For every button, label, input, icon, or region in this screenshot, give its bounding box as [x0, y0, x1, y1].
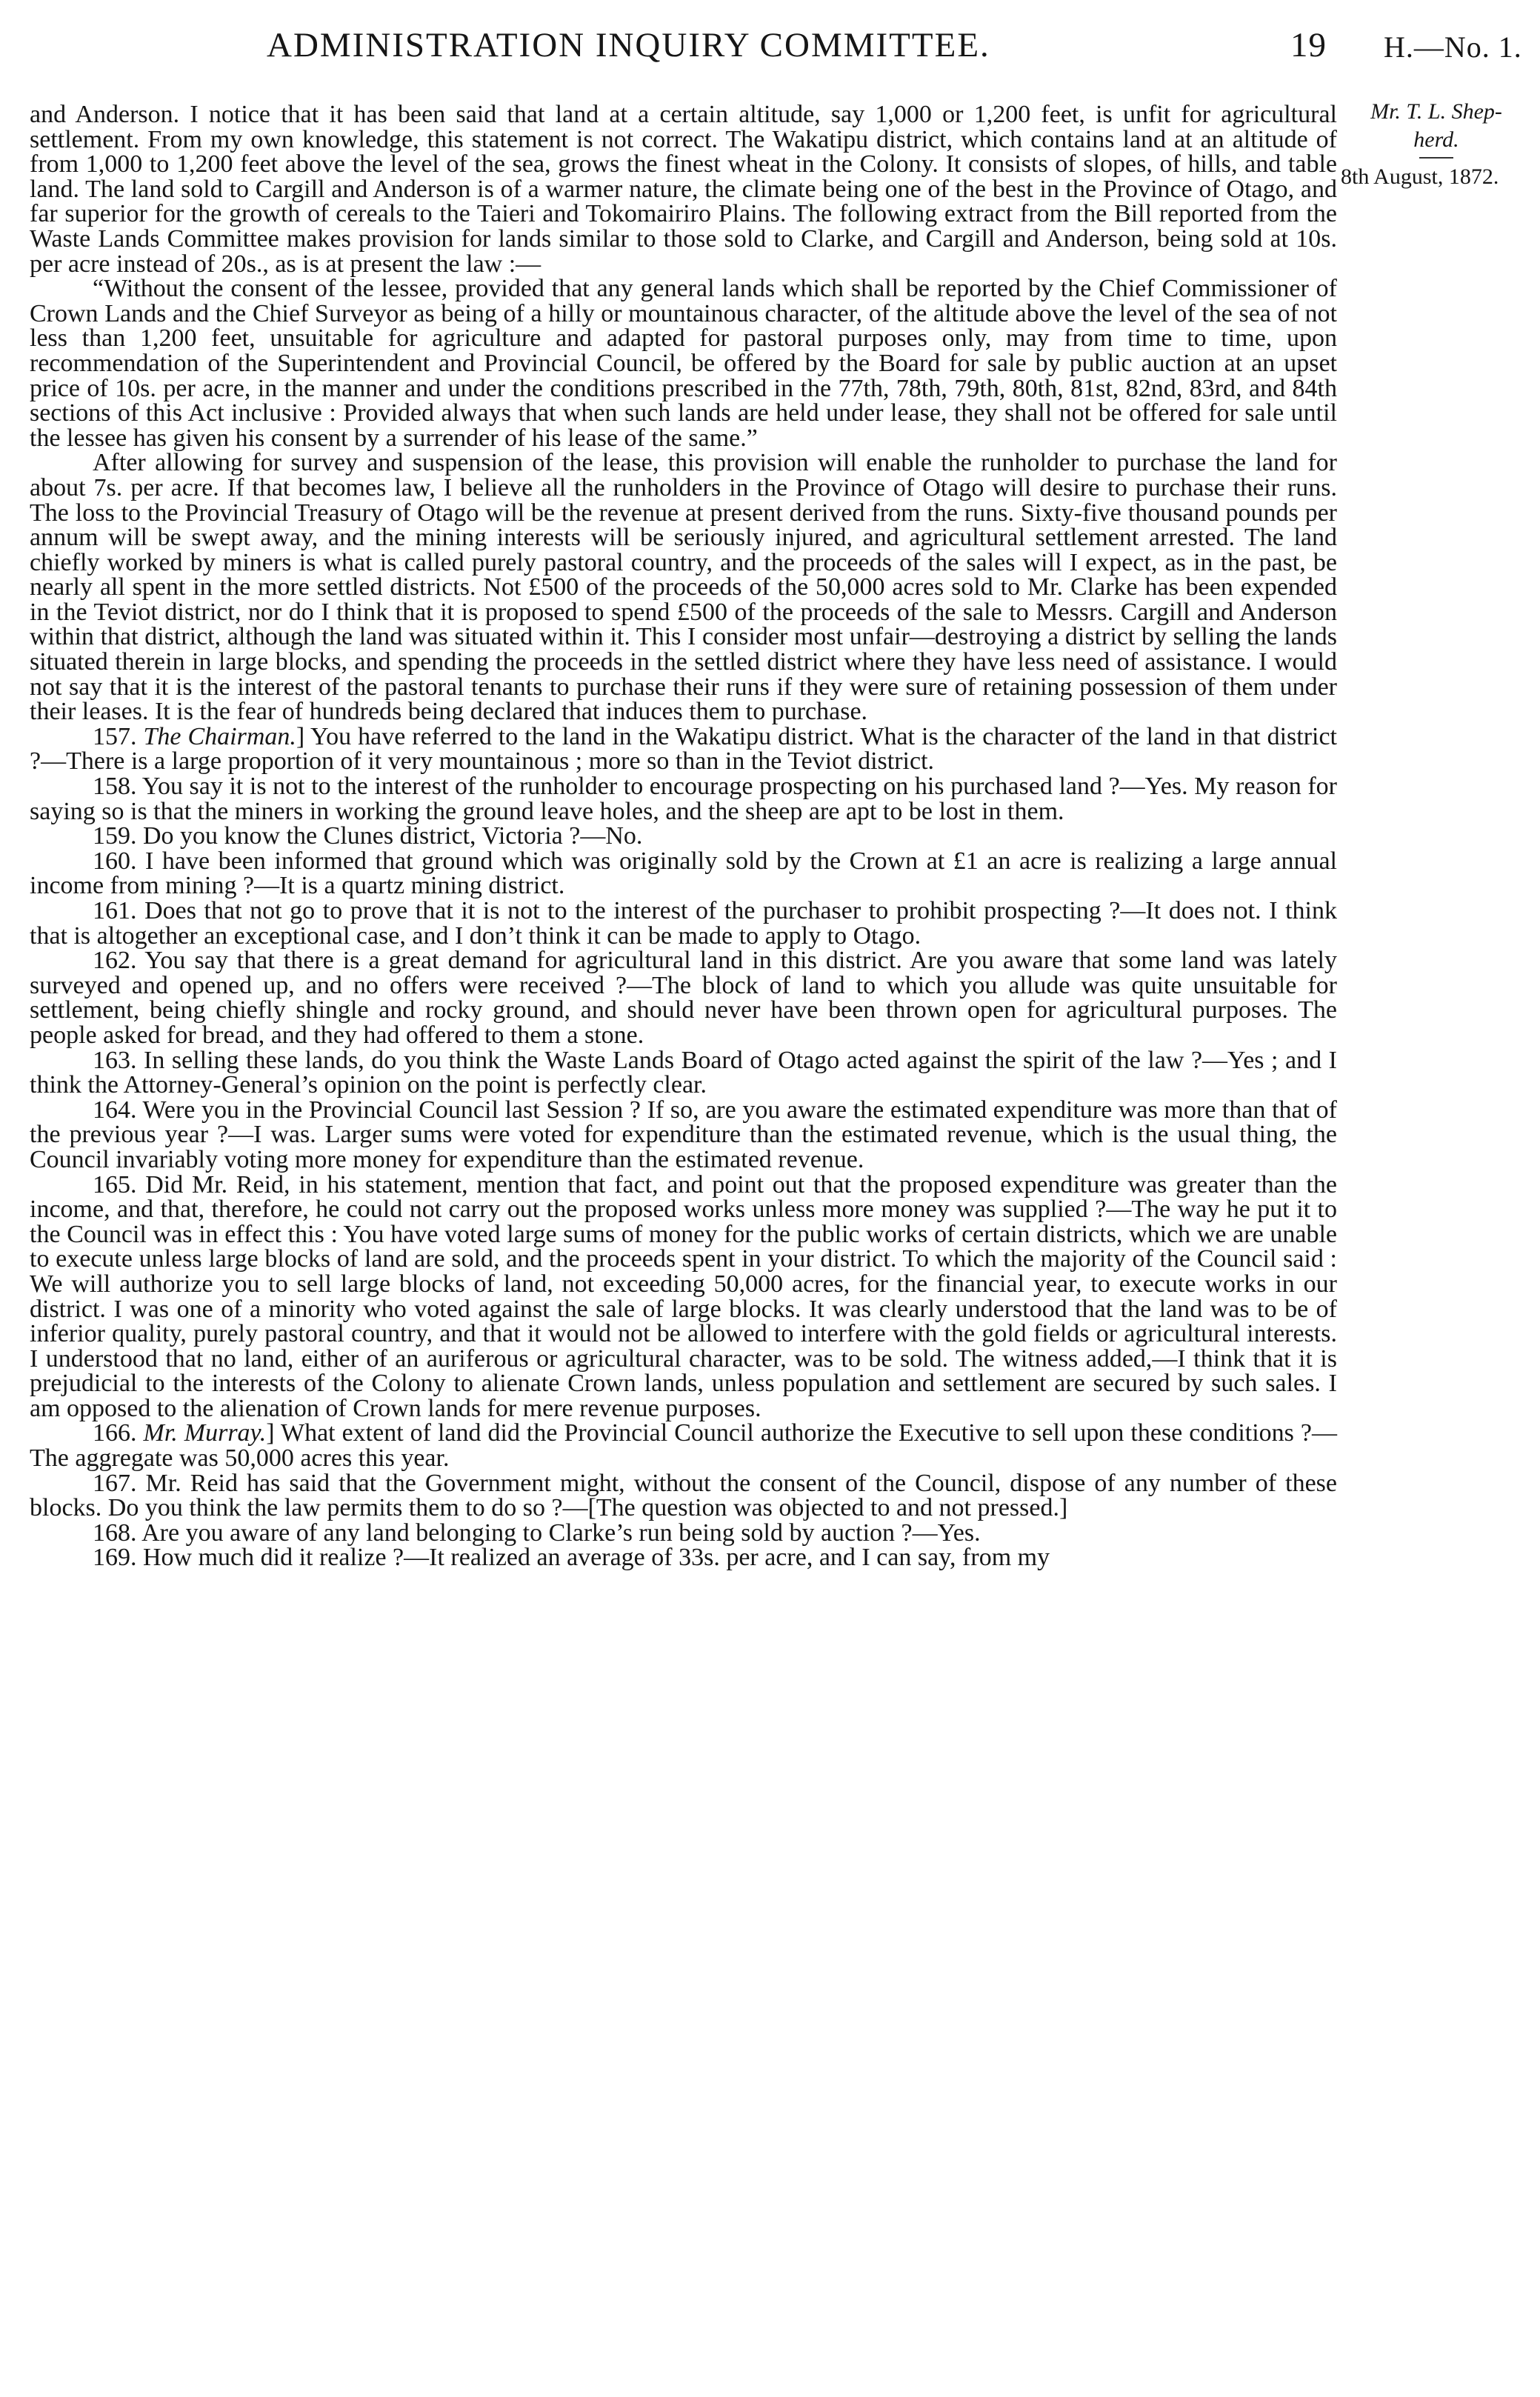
- question-text: ] You have referred to the land in the Wakatipu district. What is the character of the land in that district ?—There is a large proportion of it very mountainous ; more so than in the Teviot district.: [30, 722, 1337, 776]
- body-text: [30, 102, 1337, 1570]
- document-reference: H.—No. 1.: [1384, 30, 1522, 64]
- question-161: 161. Does that not go to prove that it is not to the interest of the purchaser to prohibit prospecting ?—It does not. I think that is altogether an exceptional case, and I don’t think it can be made to apply to Otago.: [30, 897, 1337, 950]
- question-166: [30, 1419, 1337, 1473]
- question-159: 159. Do you know the Clunes district, Victoria ?—No.: [93, 822, 643, 850]
- margin-rule: [1419, 157, 1453, 159]
- question-162: 162. You say that there is a great demand for agricultural land in this district. Are you aware that some land was lately surveyed and opened up, and no offers were received ?—The block of land to which you allude was quite unsuitable for settlement, being chiefly shingle and rocky ground, and should never have been thrown open for agricultural purposes. The people asked for bread, and they had offered to them a stone.: [30, 947, 1337, 1049]
- question-169: 169. How much did it realize ?—It realized an average of 33s. per acre, and I can say, from my: [93, 1544, 1050, 1572]
- page-number: 19: [1290, 26, 1327, 64]
- page-header: [0, 25, 1540, 70]
- question-168: 168. Are you aware of any land belonging to Clarke’s run being sold by auction ?—Yes.: [93, 1518, 981, 1547]
- question-157: [30, 724, 1337, 774]
- question-158: 158. You say it is not to the interest of the runholder to encourage prospecting on his purchased land ?—Yes. My reason for saying so is that the miners in working the ground leave holes, and the sheep are apt to be lost in them.: [30, 773, 1337, 825]
- question-165: 165. Did Mr. Reid, in his statement, mention that fact, and point out that the proposed expenditure was greater than the income, and that, therefore, he could not carry out the proposed works unless more money was supplied ?—The way he put it to the Council was in effect this : You have voted large sums of money for the public works of certain districts, which we are unable to execute unless large blocks of land are sold, and the proceeds spent in your district. To which the majority of the Council said : We will authorize you to sell large blocks of land, not exceeding 50,000 acres, for the financial year, to execute works in our district. I was one of a minority who voted against the sale of large blocks. It was clearly understood that the land was to be of inferior quality, purely pastoral country, and that it would not be allowed to interfere with the gold fields or agricultural interests. I understood that no land, either of an auriferous or agricultural character, was to be sold. The witness added,—I think that it is prejudicial to the interests of the Colony to alienate Crown lands, unless population and settlement are secured by such sales. I am opposed to the alienation of Crown lands for mere revenue purposes.: [30, 1170, 1337, 1422]
- question-number: 166.: [93, 1419, 137, 1447]
- speaker-name: The Chairman.: [143, 722, 296, 750]
- margin-note: [1339, 98, 1533, 191]
- question-167: 167. Mr. Reid has said that the Government might, without the consent of the Council, dispose of any number of these blocks. Do you think the law permits them to do so ?—[The question was objected to and not pressed.]: [30, 1469, 1337, 1522]
- witness-name-line1: Mr. T. L. Shep-: [1370, 99, 1502, 124]
- testimony-date: 8th August, 1872.: [1341, 164, 1499, 189]
- question-163: 163. In selling these lands, do you think the Waste Lands Board of Otago acted against the spirit of the law ?—Yes ; and I think the Attorney-General’s opinion on the point is perfectly clear.: [30, 1046, 1337, 1099]
- question-number: 157.: [93, 722, 137, 750]
- question-160: 160. I have been informed that ground which was originally sold by the Crown at £1 an acre is realizing a large annual income from mining ?—It is a quartz mining district.: [30, 847, 1337, 900]
- speaker-name: Mr. Murray.: [143, 1419, 267, 1447]
- question-164: 164. Were you in the Provincial Council last Session ? If so, are you aware the estimated expenditure was more than that of the previous year ?—I was. Larger sums were voted for expenditure than the estimated revenue, which is the usual thing, the Council invariably voting more money for expenditure than the estimated revenue.: [30, 1096, 1337, 1173]
- question-text: ] What extent of land did the Provincial Council authorize the Executive to sell upon these conditions ?—The aggregate was 50,000 acres this year.: [30, 1419, 1337, 1473]
- running-title: ADMINISTRATION INQUIRY COMMITTEE.: [267, 26, 990, 64]
- paragraph-continuation: and Anderson. I notice that it has been said that land at a certain altitude, say 1,000 or 1,200 feet, is unfit for agricultural settlement. From my own knowledge, this statement is not correct. The Wakatipu district, which contains land at an altitude of from 1,000 to 1,200 feet above the level of the sea, grows the finest wheat in the Colony. It consists of slopes, of hills, and table land. The land sold to Cargill and Anderson is of a warmer nature, the climate being one of the best in the Province of Otago, and far superior for the growth of cereals to the Taieri and Tokomairiro Plains. The following extract from the Bill reported from the Waste Lands Committee makes provision for lands similar to those sold to Clarke, and Cargill and Anderson, being sold at 10s. per acre instead of 20s., as is at present the law :—: [30, 101, 1337, 278]
- bill-extract-quote: “Without the consent of the lessee, provided that any general lands which shall be reported by the Chief Commissioner of Crown Lands and the Chief Surveyor as being of a hilly or mountainous character, of the altitude above the level of the sea of not less than 1,200 feet, unsuitable for agriculture and adapted for pastoral purposes only, may from time to time, upon recommendation of the Superintendent and Provincial Council, be offered by the Board for sale by public auction at an upset price of 10s. per acre, in the manner and under the conditions prescribed in the 77th, 78th, 79th, 80th, 81st, 82nd, 83rd, and 84th sections of this Act inclusive : Provided always that when such lands are held under lease, they shall not be offered for sale until the lessee has given his consent by a surrender of his lease of the same.”: [30, 275, 1337, 452]
- witness-name-line2: herd.: [1413, 127, 1459, 152]
- paragraph: After allowing for survey and suspension of the lease, this provision will enable the runholder to purchase the land for about 7s. per acre. If that becomes law, I believe all the runholders in the Province of Otago will desire to purchase their runs. The loss to the Provincial Treasury of Otago will be the revenue at present derived from the runs. Sixty-five thousand pounds per annum will be swept away, and the mining interests will be seriously injured, and agricultural settlement arrested. The land chiefly worked by miners is what is called purely pastoral country, and the proceeds of the sales will I expect, as in the past, be nearly all spent in the more settled districts. Not £500 of the proceeds of the 50,000 acres sold to Mr. Clarke has been expended in the Teviot district, nor do I think that it is proposed to spend £500 of the proceeds of the sale to Messrs. Cargill and Anderson within that district, although the land was situated within it. This I consider most unfair—destroying a district by selling the lands situated therein in large blocks, and spending the proceeds in the settled district where they have less need of assistance. I would not say that it is the interest of the pastoral tenants to purchase their runs if they were sure of retaining possession of them under their leases. It is the fear of hundreds being declared that induces them to purchase.: [30, 449, 1337, 726]
